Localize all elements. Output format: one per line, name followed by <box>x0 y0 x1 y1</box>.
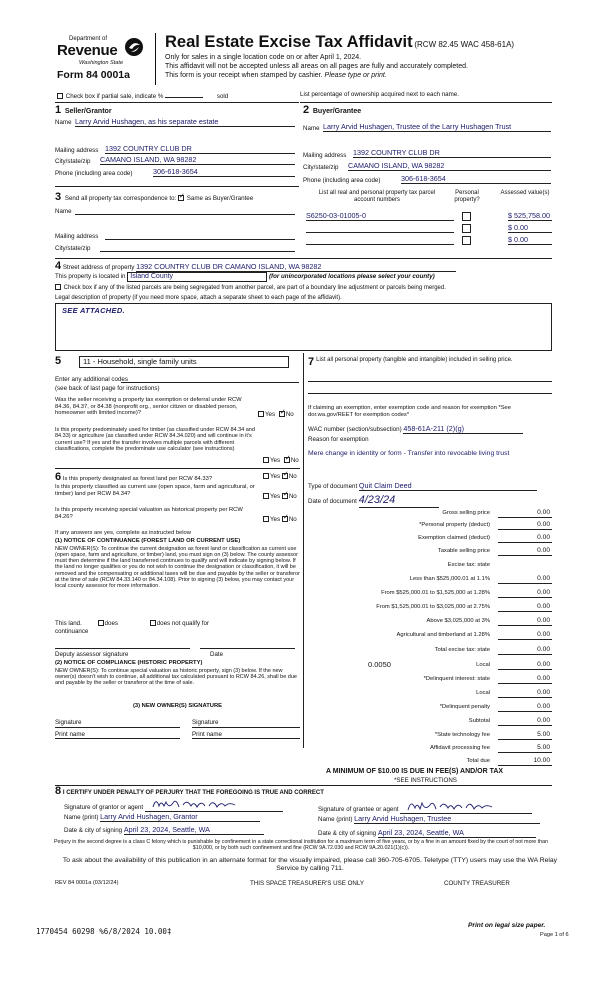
question-text: Was the seller receiving a property tax exemption or deferral under RCW 84.36, 84.37, or 84.38 (nonprofit org., senior citizen or disabled person, homeowner with limited income)? <box>55 397 242 417</box>
fee-label: From $525,000.01 to $1,525,000 at 1.28% <box>381 590 490 596</box>
grantee-name-label: Name (print) <box>318 816 353 823</box>
reason-label: Reason for exemption <box>308 436 369 443</box>
buyer-phone-field[interactable]: 306-618-3654 <box>401 175 551 184</box>
divider <box>55 258 552 259</box>
perjury-notice: Perjury in the second degree is a class C felony which is punishable by confinement in a state correctional institution for a maximum term of five years, or by a fine in an amount fixed by the court of not more than $10,000, or by both such confinement and fine (RCW 9A.72.030 and RCW 9A.20.021(1)(c)). <box>53 839 549 851</box>
phone-label: Phone (including area code) <box>55 170 133 177</box>
seller-phone-row <box>55 167 295 177</box>
mailing-label: Mailing address <box>55 147 99 154</box>
seller-city-field[interactable]: CAMANO ISLAND, WA 98282 <box>100 156 295 165</box>
fee-row-interest-state <box>310 674 552 686</box>
form-number: Form 84 0001a <box>57 69 130 81</box>
fee-row-tier2 <box>310 588 552 600</box>
name-label: Name <box>55 208 72 215</box>
correspondence-name-field[interactable] <box>75 214 295 215</box>
grantee-signature-label: Signature of grantee or agent <box>318 806 399 813</box>
fee-value[interactable]: 0.00 <box>498 547 552 556</box>
fee-row-exemption <box>310 533 552 545</box>
fee-row-excise-heading <box>310 560 552 572</box>
mailing-label: Mailing address <box>55 233 99 240</box>
document-date-label: Date of document <box>308 498 357 505</box>
continuance-heading: (1) NOTICE OF CONTINUANCE (FOREST LAND OR CURRENT USE) <box>55 538 241 544</box>
divider <box>55 468 300 469</box>
grantee-date-field[interactable]: April 23, 2024, Seattle, WA <box>378 829 536 838</box>
document-date-row <box>308 494 553 508</box>
personal-property-line[interactable] <box>308 381 552 382</box>
receipt-note: This form is your receipt when stamped by cashier. <box>165 72 323 79</box>
seller-name-field[interactable]: Larry Arvid Hushagen, as his separate estate <box>75 118 295 127</box>
no-checkbox[interactable] <box>282 493 288 499</box>
fee-row-personal <box>310 520 552 532</box>
buyer-mailing-field[interactable]: 1392 COUNTRY CLUB DR <box>353 149 551 158</box>
seller-phone-field[interactable]: 306-618-3654 <box>153 168 295 177</box>
fee-row-interest-local <box>310 688 552 700</box>
buyer-name-row <box>303 122 551 132</box>
header-line-1: Only for sales in a single location code on or after April 1, 2024. <box>165 54 362 61</box>
same-as-buyer-label: Same as Buyer/Grantee <box>186 195 254 202</box>
parcel-row <box>306 236 552 247</box>
seller-city-row <box>55 155 295 165</box>
reason-field[interactable]: Mere change in identity or form - Transfer into revocable living trust <box>308 450 510 457</box>
grantor-name-row <box>64 813 260 822</box>
additional-codes-field[interactable] <box>121 382 299 383</box>
grantor-date-label: Date & city of signing <box>64 827 123 834</box>
dor-emblem-icon <box>124 37 144 57</box>
yes-no-group <box>263 473 297 480</box>
tax-correspondence-row <box>55 191 253 204</box>
fee-value[interactable]: 0.00 <box>498 603 552 612</box>
owner-signature-heading: (3) NEW OWNER(S) SIGNATURE <box>132 703 223 709</box>
continuance-text: NEW OWNER(S): To continue the current designation as forest land or classification as current use (open space, farm and agriculture, or timber) land, you must sign on (3) below. The county assessor must then determine if the land transferred continues to qualify and will indicate by signing below. If the land no longer qualifies or you do not wish to continue the designation or classification, it will be removed and the compensating or additional taxes will be due and payable by the seller or transferor at the time of sale (RCW 84.33.140 or 84.34.108). Prior to signing (3) below, you may contact your local county assessor for more information. <box>55 546 300 589</box>
fee-label: Total excise tax: state <box>434 647 490 653</box>
fee-row-tier1 <box>310 574 552 586</box>
question-text: Is this property classified as current use (open space, farm and agricultural, or timber) land per RCW 84.34? <box>55 484 255 497</box>
parcel-number-field[interactable] <box>306 224 454 233</box>
name-label: Name <box>303 125 320 132</box>
owner-signature-label: Signature <box>55 719 82 726</box>
seller-name-row <box>55 119 295 126</box>
fee-label: Gross selling price <box>442 510 490 516</box>
personal-property-checkbox[interactable] <box>462 212 471 221</box>
fee-value[interactable]: 0.00 <box>498 521 552 530</box>
grantor-signature-field[interactable] <box>145 800 283 812</box>
question-text: Is this property designated as forest land per RCW 84.33? <box>62 476 213 482</box>
forest-land-question <box>55 471 300 483</box>
assessed-value-field[interactable]: $ 0.00 <box>508 224 552 233</box>
continuance-label: continuance <box>55 628 89 635</box>
county-select[interactable]: Island County <box>127 272 267 282</box>
parcel-number-field[interactable]: S6250-03-01005-0 <box>306 212 454 221</box>
section-5-number: 5 <box>55 355 62 367</box>
fee-label: Exemption claimed (deduct) <box>418 535 490 541</box>
fee-label: *Delinquent interest: state <box>423 676 490 682</box>
grantor-date-field[interactable]: April 23, 2024, Seattle, WA <box>124 826 264 835</box>
fee-value[interactable]: 0.00 <box>498 661 552 670</box>
seller-mailing-field[interactable]: 1392 COUNTRY CLUB DR <box>105 145 295 154</box>
fee-label: From $1,525,000.01 to $3,025,000 at 2.75% <box>376 604 490 610</box>
correspondence-label: Send all property tax correspondence to: <box>64 195 177 202</box>
fee-label: *State technology fee <box>434 732 490 738</box>
fee-value[interactable]: 0.00 <box>498 689 552 698</box>
yes-checkbox[interactable] <box>263 457 269 463</box>
land-use-code-select[interactable]: 11 - Household, single family units <box>79 356 289 368</box>
yes-label: Yes <box>270 493 281 500</box>
fee-row-tier4 <box>310 616 552 628</box>
partial-sale-suffix: sold <box>216 93 229 100</box>
fee-row-subtotal <box>310 716 552 728</box>
correspondence-city-field[interactable] <box>100 251 295 252</box>
grantee-signature-row <box>318 802 558 814</box>
dept-state: Washington State <box>79 60 124 66</box>
owner-print-name-line[interactable] <box>55 738 180 739</box>
no-label: No <box>288 516 297 523</box>
grantee-name-row <box>318 815 540 824</box>
dept-name: Revenue <box>57 42 118 59</box>
correspondence-city-row <box>55 245 295 252</box>
fee-label: *Delinquent penalty <box>439 704 490 710</box>
segregated-row <box>55 284 446 292</box>
exemption-label: If claiming an exemption, enter exemption code and reason for exemption *See dor.wa.gov/REET for exemption codes* <box>308 405 512 418</box>
seller-heading <box>55 104 112 117</box>
section-number: 4 <box>55 260 62 272</box>
parcel-header-numbers: List all real and personal property tax parcel account numbers <box>318 190 436 203</box>
exemption-deferral-question <box>55 397 300 425</box>
grantor-signature-row <box>64 800 304 812</box>
fee-value[interactable]: 0.00 <box>498 509 552 518</box>
fee-row-penalty <box>310 702 552 714</box>
fee-value[interactable]: 0.00 <box>498 631 552 640</box>
legal-description-text: SEE ATTACHED. <box>62 306 125 315</box>
assessed-value-field[interactable]: $ 525,758.00 <box>508 212 552 221</box>
located-note: (for unincorporated locations please select your county) <box>268 273 435 280</box>
buyer-heading <box>303 104 361 117</box>
assessor-date-line[interactable] <box>200 648 295 649</box>
additional-codes-label: Enter any additional codes <box>55 376 128 383</box>
no-label: No <box>285 411 294 418</box>
fee-label: Less than $525,000.01 at 1.1% <box>409 576 490 582</box>
fee-value[interactable]: 0.00 <box>498 717 552 726</box>
parcel-row <box>306 224 552 235</box>
no-label: No <box>288 493 297 500</box>
buyer-mailing-row <box>303 148 551 159</box>
parcel-header-personal: Personal property? <box>454 190 480 203</box>
grantee-date-row <box>318 829 536 838</box>
owner-print-name-line[interactable] <box>192 738 300 739</box>
legal-label: Legal description of property (if you need more space, attach a separate sheet to each page of the affidavit). <box>55 295 342 301</box>
fee-label: Local <box>476 662 490 668</box>
correspondence-mailing-field[interactable] <box>105 239 295 240</box>
personal-property-line[interactable] <box>308 393 552 394</box>
divider <box>55 102 299 103</box>
fee-label: *Personal property (deduct) <box>419 522 490 528</box>
historical-property-question <box>55 507 300 523</box>
buyer-heading-label: Buyer/Grantee <box>312 108 362 115</box>
yes-checkbox[interactable] <box>263 473 269 479</box>
type-print-note: Please type or print. <box>324 72 387 79</box>
fee-value[interactable]: 5.00 <box>498 731 552 740</box>
fee-label: Agricultural and timberland at 1.28% <box>396 632 490 638</box>
header-line-2: This affidavit will not be accepted unless all areas on all pages are fully and accurately completed. <box>165 63 468 70</box>
no-checkbox[interactable] <box>282 473 288 479</box>
question-text: Is this property predominately used for timber (as classified under RCW 84.34 and 84.33) or agriculture (as classified under RCW 84.34.020) and will continue in it's current use? If yes and the transfer involves multiple parcels with different classifications, complete the predominate use calculator (see instructions) <box>55 427 255 452</box>
partial-sale-checkbox[interactable] <box>57 93 63 99</box>
fee-value[interactable]: 0.00 <box>498 675 552 684</box>
yes-label: Yes <box>270 457 281 464</box>
additional-codes-row <box>55 376 300 383</box>
fee-row-tier3 <box>310 602 552 614</box>
name-label: Name <box>55 119 72 126</box>
seller-mailing-row <box>55 144 295 154</box>
wac-row <box>308 425 553 434</box>
personal-property-label: List all personal property (tangible and intangible) included in selling price. <box>316 357 513 363</box>
ownership-note: List percentage of ownership acquired next to each name. <box>300 91 459 98</box>
treasurer-use-label: THIS SPACE TREASURER'S USE ONLY <box>250 880 364 887</box>
seller-heading-label: Seller/Grantor <box>64 108 112 115</box>
segregated-checkbox[interactable] <box>55 284 61 290</box>
assessor-signature-line[interactable] <box>55 648 190 649</box>
compliance-text: NEW OWNER(S): To continue special valuation as historic property, sign (3) below. If the new owner(s) doesn't wish to continue, all additional tax calculated pursuant to RCW 84.26, shall be due and payable by the seller or transferor at the time of sale. <box>55 668 297 687</box>
fee-value[interactable]: 0.00 <box>498 703 552 712</box>
document-date-field[interactable]: 4/23/24 <box>359 494 439 508</box>
buyer-city-row <box>303 161 551 171</box>
does-label: does <box>104 620 118 627</box>
this-land-label: This land. <box>55 620 82 627</box>
assessor-date-label: Date <box>210 651 224 658</box>
question-text: Is this property receiving special valuation as historical property per RCW 84.26? <box>55 507 243 520</box>
dept-top: Department of <box>69 36 108 42</box>
no-checkbox[interactable] <box>279 411 285 417</box>
alt-format-notice: To ask about the availability of this publication in an alternate format for the visually impaired, please call 360-705-6705. Teletype (TTY) users may use the WA Relay Service by calling 711. <box>62 857 558 872</box>
dor-logo <box>57 36 149 86</box>
certify-heading-row <box>55 785 324 798</box>
no-checkbox[interactable] <box>282 516 288 522</box>
assessed-value-field[interactable]: $ 0.00 <box>508 236 552 245</box>
street-address-field[interactable]: 1392 COUNTRY CLUB DR CAMANO ISLAND, WA 98282 <box>136 263 456 272</box>
minimum-due-notice: A MINIMUM OF $10.00 IS DUE IN FEE(S) AND/OR TAX <box>326 768 504 775</box>
wac-label: WAC number (section/subsection) <box>308 426 402 433</box>
same-as-buyer-checkbox[interactable] <box>178 195 184 201</box>
fee-value[interactable]: 0.00 <box>498 646 552 655</box>
does-not-label: does not qualify for <box>156 620 210 627</box>
yes-no-group <box>263 516 297 523</box>
grantor-signature-graphic <box>151 797 261 811</box>
located-label: This property is located in <box>55 273 126 280</box>
fee-label: Affidavit processing fee <box>430 745 490 751</box>
owner-signature-line[interactable] <box>192 727 300 728</box>
grantor-name-label: Name (print) <box>64 814 99 821</box>
document-type-row <box>308 482 553 491</box>
see-instructions: *SEE INSTRUCTIONS <box>394 777 457 784</box>
fee-row-agricultural <box>310 630 552 642</box>
local-rate: 0.0050 <box>368 660 391 669</box>
correspondence-mailing-row <box>55 233 295 240</box>
fee-label: Excise tax: state <box>447 562 490 568</box>
fee-row-gross <box>310 508 552 520</box>
no-checkbox[interactable] <box>284 457 290 463</box>
yes-checkbox[interactable] <box>263 516 269 522</box>
grantee-signature-graphic <box>406 799 516 813</box>
fee-label: Above $3,025,000 at 3% <box>426 618 490 624</box>
owner-print-name-label: Print name <box>55 731 85 738</box>
owner-print-name-label: Print name <box>192 731 222 738</box>
correspondence-name-row <box>55 208 295 215</box>
partial-sale-row <box>57 91 228 100</box>
section-number: 8 <box>55 785 62 797</box>
assessor-signature-label: Deputy assessor signature <box>55 651 129 658</box>
fee-label: Total due <box>466 758 490 764</box>
buyer-name-field[interactable]: Larry Arvid Hushagen, Trustee of the Larry Hushagen Trust <box>323 123 551 132</box>
divider <box>55 186 299 187</box>
does-not-checkbox[interactable] <box>150 620 156 626</box>
fee-row-processing <box>310 743 552 755</box>
county-treasurer-label: COUNTY TREASURER <box>444 880 510 887</box>
fee-value[interactable]: 0.00 <box>498 617 552 626</box>
current-use-question <box>55 484 300 500</box>
personal-property-checkbox[interactable] <box>462 224 471 233</box>
revision-label: REV 84 0001a (03/12/24) <box>55 880 119 886</box>
this-land-row <box>55 620 300 627</box>
additional-codes-note: (see back of last page for instructions) <box>55 385 160 392</box>
parcel-row <box>306 212 552 223</box>
city-label: City/state/zip <box>55 158 91 165</box>
located-row <box>55 272 435 282</box>
section-number: 6 <box>55 471 62 483</box>
fee-row-total-state <box>310 645 552 657</box>
partial-sale-label: Check box if partial sale, indicate % <box>65 93 164 100</box>
legal-paper-note: Print on legal size paper. <box>468 922 546 929</box>
fee-value[interactable]: 0.00 <box>498 589 552 598</box>
grantee-signature-field[interactable] <box>400 802 532 814</box>
no-label: No <box>288 473 297 480</box>
street-label: Street address of property <box>62 264 135 271</box>
grantee-name-field[interactable]: Larry Arvid Hushagen, Trustee <box>354 815 540 824</box>
divider <box>300 102 552 103</box>
fee-value[interactable]: 10.00 <box>498 757 552 766</box>
form-title <box>165 33 514 52</box>
grantor-date-row <box>64 826 264 835</box>
yes-label: Yes <box>265 411 276 418</box>
rcw-ref: (RCW 82.45 WAC 458-61A) <box>414 40 515 49</box>
header-divider <box>155 33 156 85</box>
fee-row-local <box>310 660 552 672</box>
yes-no-group <box>263 493 297 500</box>
does-checkbox[interactable] <box>98 620 104 626</box>
column-divider <box>303 353 304 748</box>
section-number: 7 <box>308 356 315 368</box>
timber-agriculture-question <box>55 427 300 465</box>
fee-value[interactable]: 0.00 <box>498 575 552 584</box>
fee-value[interactable]: 0.00 <box>498 534 552 543</box>
yes-checkbox[interactable] <box>263 493 269 499</box>
header-line-3 <box>165 72 387 80</box>
section-number: 1 <box>55 104 62 116</box>
no-label: No <box>290 457 299 464</box>
fee-value[interactable]: 5.00 <box>498 744 552 753</box>
yes-checkbox[interactable] <box>258 411 264 417</box>
street-address-row <box>55 260 552 273</box>
page-number: Page 1 of 6 <box>540 932 569 938</box>
grantee-date-label: Date & city of signing <box>318 830 377 837</box>
title-text: Real Estate Excise Tax Affidavit <box>165 33 413 51</box>
city-label: City/state/zip <box>55 245 91 252</box>
yes-no-group <box>263 457 299 464</box>
fee-row-total-due <box>310 756 552 768</box>
fee-label: Subtotal <box>468 718 490 724</box>
grantor-name-field[interactable]: Larry Arvid Hushagen, Grantor <box>100 813 260 822</box>
mailing-label: Mailing address <box>303 152 347 159</box>
fee-row-taxable <box>310 546 552 558</box>
section-number: 2 <box>303 104 310 116</box>
section-number: 3 <box>55 191 62 203</box>
grantor-signature-label: Signature of grantor or agent <box>64 804 144 811</box>
yes-label: Yes <box>270 473 281 480</box>
personal-property-row <box>308 356 553 369</box>
compliance-heading: (2) NOTICE OF COMPLIANCE (HISTORIC PROPERTY) <box>55 660 203 666</box>
personal-property-checkbox[interactable] <box>462 236 471 245</box>
recording-stamp: 1770454 60298 %6/8/2024 10.00‡ <box>36 927 172 936</box>
owner-signature-line[interactable] <box>55 727 180 728</box>
partial-sale-percent[interactable] <box>165 91 203 98</box>
certify-heading: I CERTIFY UNDER PENALTY OF PERJURY THAT THE FOREGOING IS TRUE AND CORRECT <box>62 790 324 796</box>
phone-label: Phone (including area code) <box>303 177 381 184</box>
instruction-intro: If any answers are yes, complete as instructed below <box>55 530 191 536</box>
legal-description-field[interactable] <box>55 303 552 351</box>
parcel-number-field[interactable] <box>306 236 454 245</box>
fee-label: Local <box>476 690 490 696</box>
parcel-header-value: Assessed value(s) <box>500 190 550 196</box>
yes-label: Yes <box>270 516 281 523</box>
wac-field[interactable]: 458-61A-211 (2)(g) <box>403 425 523 434</box>
fee-row-technology <box>310 730 552 742</box>
buyer-city-field[interactable]: CAMANO ISLAND, WA 98282 <box>348 162 551 171</box>
owner-signature-label: Signature <box>192 719 219 726</box>
document-type-label: Type of document <box>308 483 358 490</box>
fee-label: Taxable selling price <box>437 548 490 554</box>
buyer-phone-row <box>303 174 551 184</box>
city-label: City/state/zip <box>303 164 339 171</box>
segregated-label: Check box if any of the listed parcels are being segregated from another parcel, are part of a boundary line adjustment or parcels being merged. <box>63 285 446 291</box>
document-type-field[interactable]: Quit Claim Deed <box>359 482 537 491</box>
yes-no-group <box>258 411 294 418</box>
